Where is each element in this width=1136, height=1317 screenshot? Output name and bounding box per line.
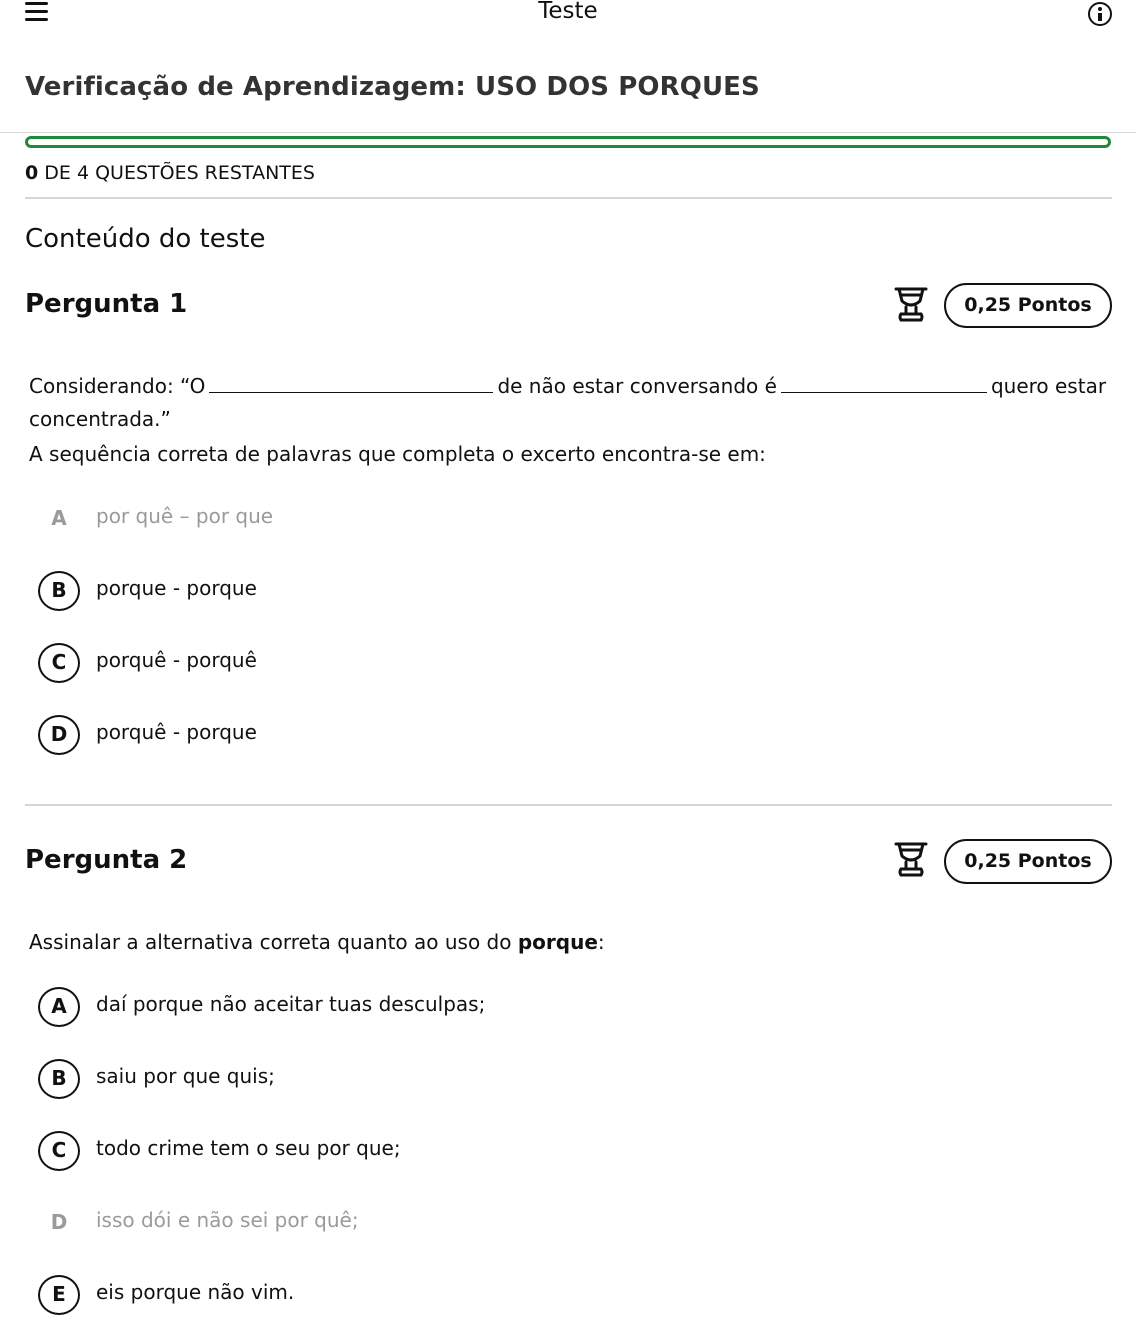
questions-remaining <box>25 162 315 184</box>
option-2-a[interactable] <box>38 985 1108 1029</box>
divider <box>25 804 1112 806</box>
option-letter: A <box>38 987 80 1027</box>
top-bar <box>0 0 1136 30</box>
page-title: Verificação de Aprendizagem: USO DOS PORQUES <box>25 72 760 102</box>
blank-line <box>209 375 493 393</box>
points-badge: 0,25 Pontos <box>944 283 1112 328</box>
option-letter: C <box>38 1131 80 1171</box>
app-title: Teste <box>538 0 598 24</box>
option-1-c[interactable] <box>38 641 1108 685</box>
points-badge: 0,25 Pontos <box>944 839 1112 884</box>
option-1-b[interactable] <box>38 569 1108 613</box>
option-1-a[interactable] <box>38 497 1108 541</box>
option-letter: D <box>38 715 80 755</box>
info-icon[interactable] <box>1088 2 1112 26</box>
trophy-icon <box>893 840 929 878</box>
progress-bar <box>25 136 1111 148</box>
option-2-b[interactable] <box>38 1057 1108 1101</box>
option-letter: C <box>38 643 80 683</box>
section-title: Conteúdo do teste <box>25 224 266 254</box>
option-label: porquê - porquê <box>96 648 257 672</box>
question-1-text-part: Considerando: “O <box>29 374 206 398</box>
blank-line <box>781 375 987 393</box>
option-2-e[interactable] <box>38 1273 1108 1317</box>
question-1-prompt: A sequência correta de palavras que completa o excerto encontra-se em: <box>29 442 766 466</box>
option-letter: B <box>38 1059 80 1099</box>
option-label: eis porque não vim. <box>96 1280 295 1304</box>
question-1-title: Pergunta 1 <box>25 289 188 319</box>
question-1-text <box>29 370 1109 436</box>
option-letter: B <box>38 571 80 611</box>
divider <box>25 197 1112 199</box>
option-label: porque - porque <box>96 576 257 600</box>
trophy-icon <box>893 285 929 323</box>
option-letter: A <box>51 506 67 530</box>
option-label: isso dói e não sei por quê; <box>96 1208 359 1232</box>
option-label: todo crime tem o seu por que; <box>96 1136 401 1160</box>
option-label: porquê - porque <box>96 720 257 744</box>
question-2-text-part: Assinalar a alternativa correta quanto ao uso do <box>29 930 518 954</box>
question-1-text-part: quero estar concentrada.” <box>29 374 1107 431</box>
header-divider <box>0 132 1136 133</box>
option-label: por quê – por que <box>96 504 274 528</box>
remaining-count: 0 <box>25 162 39 184</box>
option-1-d[interactable] <box>38 713 1108 757</box>
option-label: daí porque não aceitar tuas desculpas; <box>96 992 486 1016</box>
option-letter: E <box>38 1275 80 1315</box>
question-2-text <box>29 926 1109 959</box>
remaining-text: DE 4 QUESTÕES RESTANTES <box>38 162 315 184</box>
option-letter: D <box>50 1210 68 1234</box>
option-2-c[interactable] <box>38 1129 1108 1173</box>
option-2-d[interactable] <box>38 1201 1108 1245</box>
question-1-text-part: de não estar conversando é <box>497 374 777 398</box>
option-label: saiu por que quis; <box>96 1064 275 1088</box>
question-2-title: Pergunta 2 <box>25 845 188 875</box>
question-2-text-part: : <box>597 930 605 954</box>
question-2-text-bold: porque <box>517 930 598 954</box>
